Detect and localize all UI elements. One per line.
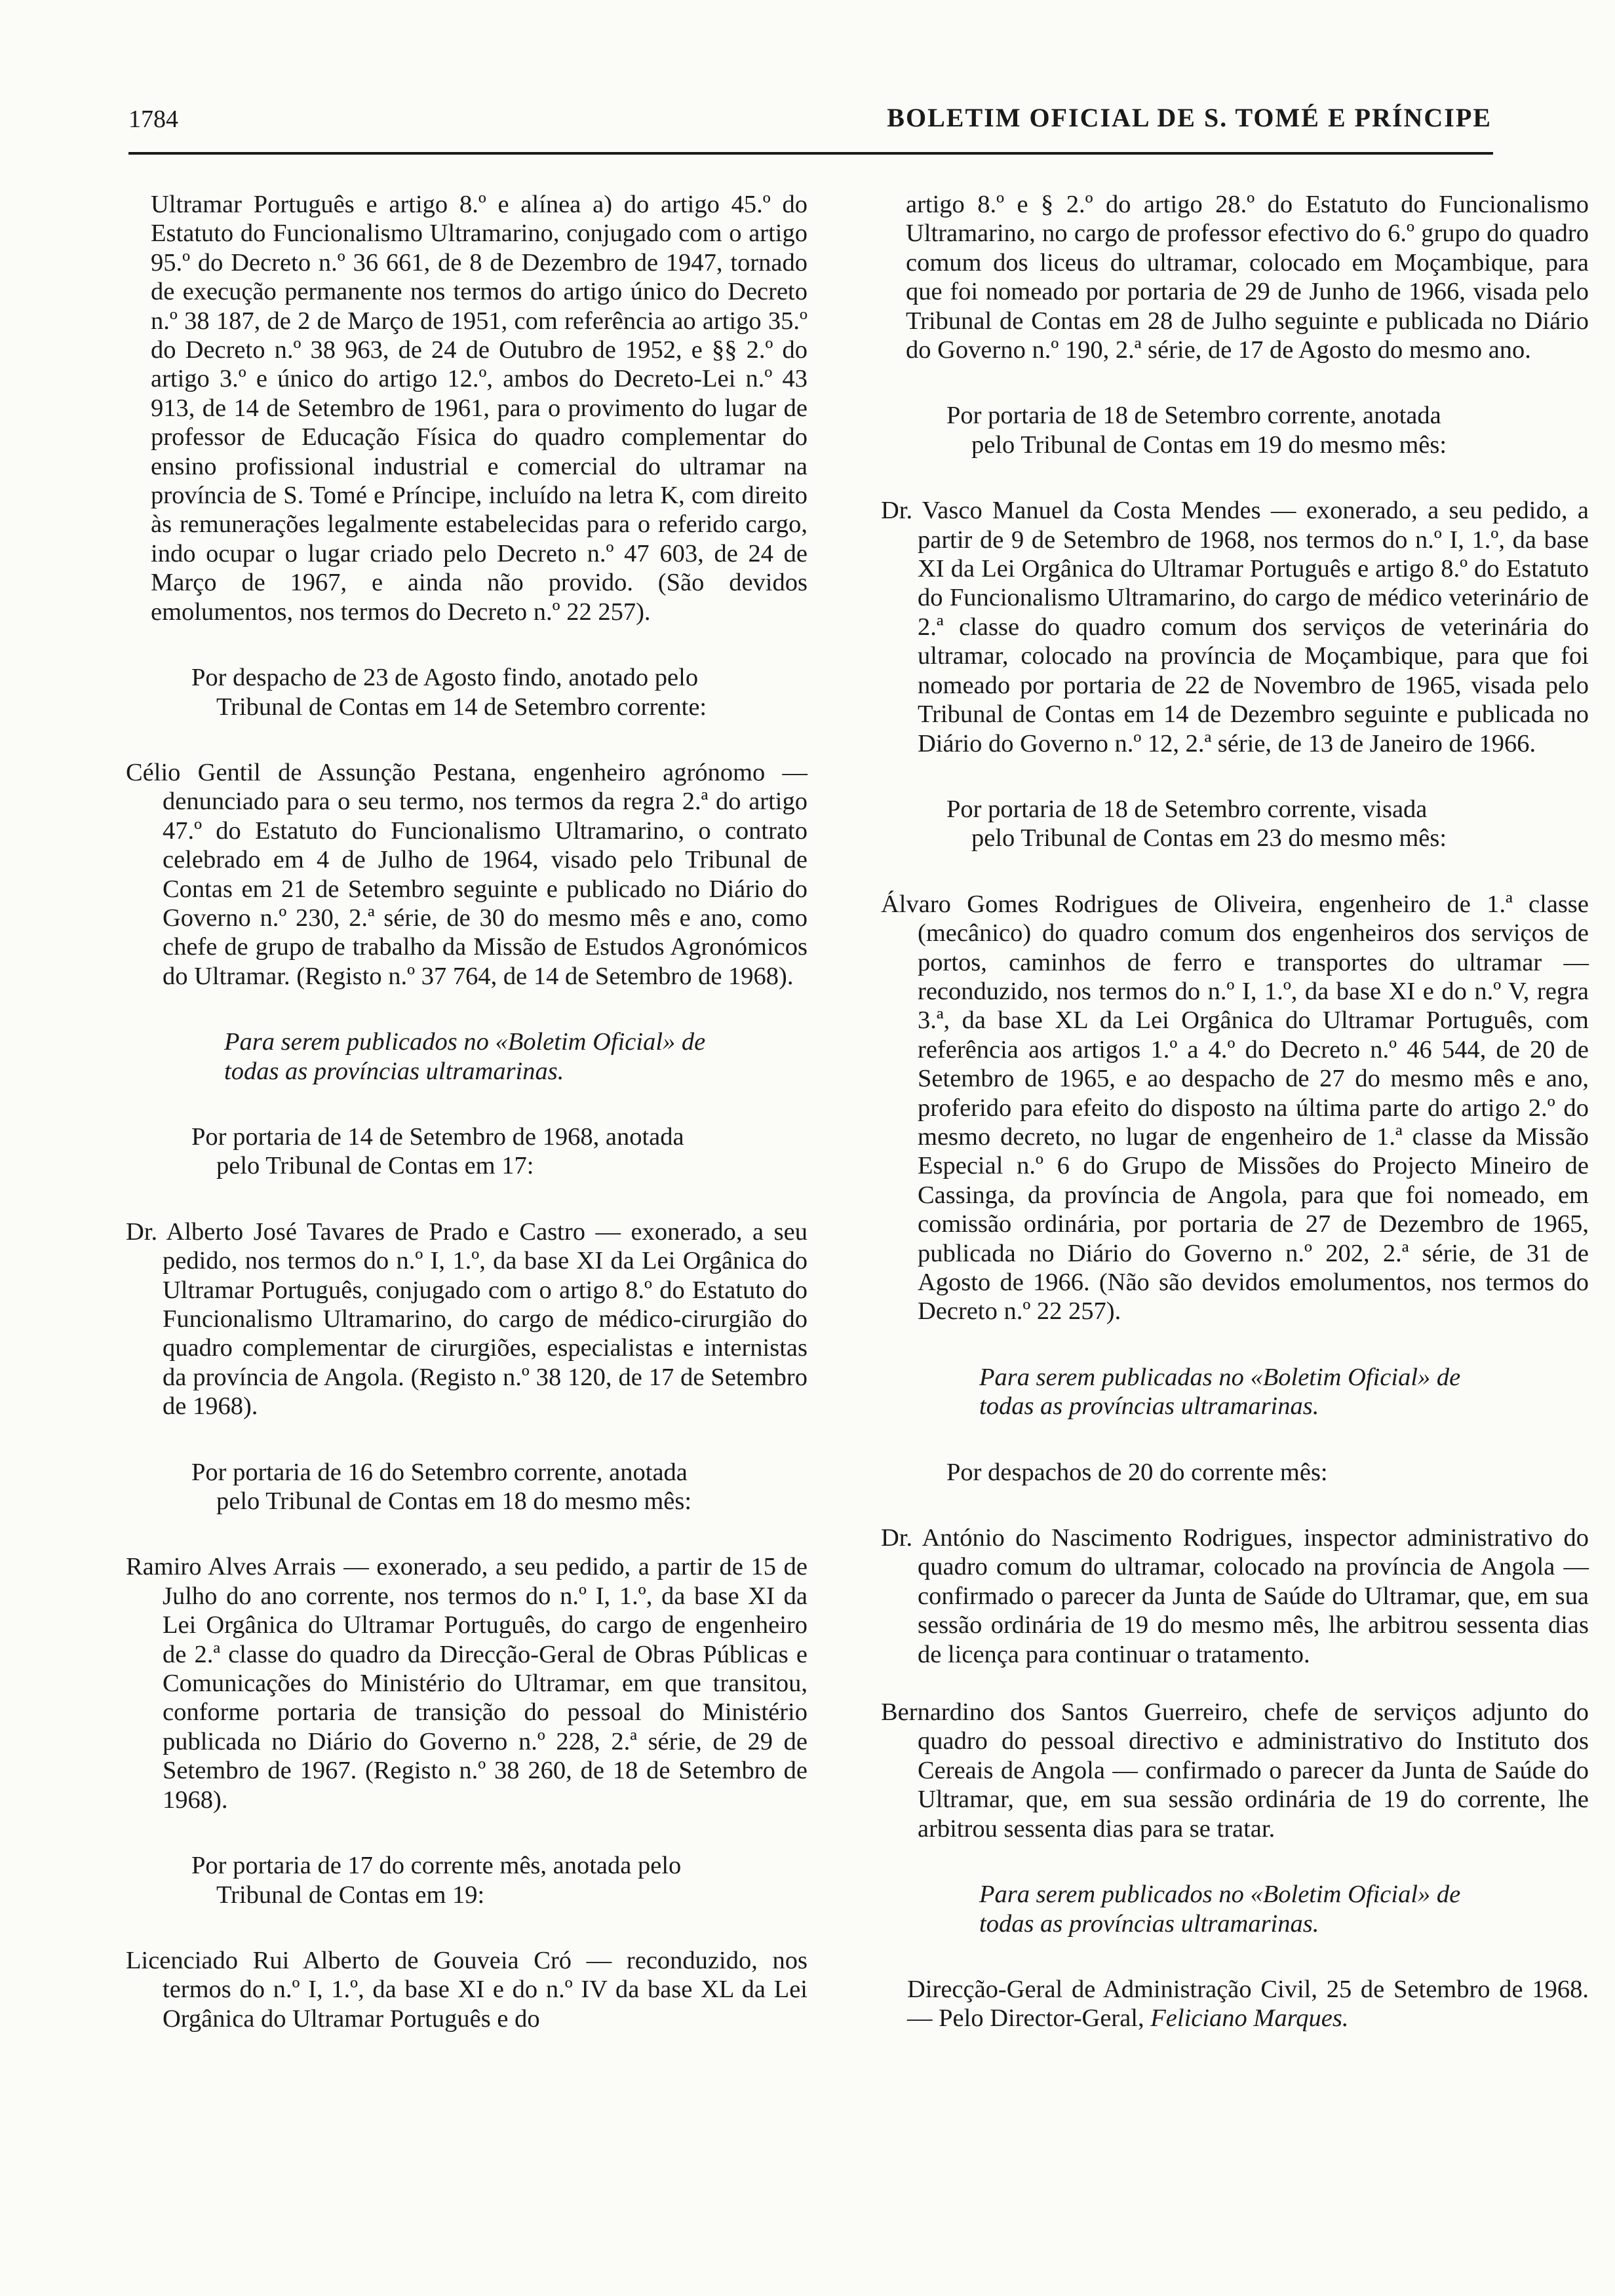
paragraph: Ultramar Português e artigo 8.º e alínea a) do artigo 45.º do Estatuto do Funcionalismo Ultramarino, conjugado com o artigo 95.º do Decreto n.º 36 661, de 8 de Dezembro de 1947, tornado de execução permanente nos termos do artigo único do Decreto n.º 38 187, de 2 de Março de 1951, com referência ao artigo 35.º do Decreto n.º 38 963, de 24 de Outubro de 1952, e §§ 2.º do artigo 3.º e único do artigo 12.º, ambos do Decreto-Lei n.º 43 913, de 14 de Setembro de 1961, para o provimento do lugar de professor de Educação Física do quadro complementar do ensino profissional industrial e comercial do ultramar na província de S. Tomé e Príncipe, incluído na letra K, com direito às remunerações legalmente estabelecidas para o referido cargo, indo ocupar o lugar criado pelo Decreto n.º 47 603, de 24 de Março de 1967, e ainda não provido. (São devidos emolumentos, nos termos do Decreto n.º 22 257).	[151, 191, 808, 626]
personnel-entry: Célio Gentil de Assunção Pestana, engenheiro agrónomo — denunciado para o seu termo, nos termos da regra 2.ª do artigo 47.º do Estatuto do Funcionalismo Ultramarino, o contrato celebrado em 4 de Julho de 1964, visado pelo Tribunal de Contas em 21 de Setembro seguinte e publicado no Diário do Governo n.º 230, 2.ª série, de 30 do mesmo mês e ano, como chefe de grupo de trabalho da Missão de Estudos Agronómicos do Ultramar. (Registo n.º 37 764, de 14 de Setembro de 1968).	[126, 758, 808, 990]
left-column	[126, 190, 808, 2033]
despacho-heading: Por portaria de 18 de Setembro corrente, anotada pelo Tribunal de Contas em 19 do mesmo mês:	[946, 402, 1447, 459]
despacho-heading: Por despachos de 20 do corrente mês:	[946, 1458, 1328, 1486]
page-number: 1784	[128, 105, 178, 133]
signatory-name: Feliciano Marques.	[1150, 2004, 1349, 2033]
personnel-entry: Dr. António do Nascimento Rodrigues, inspector administrativo do quadro comum do ultramar, colocado na província de Angola — confirmado o parecer da Junta de Saúde do Ultramar, que, em sua sessão ordinária de 19 do mesmo mês, lhe arbitrou sessenta dias de licença para continuar o tratamento.	[881, 1524, 1589, 1668]
despacho-heading: Por portaria de 16 do Setembro corrente, anotada pelo Tribunal de Contas em 18 do mesmo mês:	[191, 1458, 692, 1516]
publication-note: Para serem publicados no «Boletim Oficial» de todas as províncias ultramarinas.	[224, 1028, 706, 1085]
publication-note: Para serem publicadas no «Boletim Oficial» de todas as províncias ultramarinas.	[979, 1363, 1461, 1421]
publication-note: Para serem publicados no «Boletim Oficial» de todas as províncias ultramarinas.	[979, 1881, 1461, 1938]
personnel-entry: Dr. Alberto José Tavares de Prado e Castro — exonerado, a seu pedido, nos termos do n.º I, 1.º, da base XI da Lei Orgânica do Ultramar Português, conjugado com o artigo 8.º do Estatuto do Funcionalismo Ultramarino, do cargo de médico-cirurgião do quadro complementar de cirurgiões, especialistas e internistas da província de Angola. (Registo n.º 38 120, de 17 de Setembro de 1968).	[126, 1217, 808, 1421]
despacho-heading: Por despacho de 23 de Agosto findo, anotado pelo Tribunal de Contas em 14 de Setembro corrente:	[191, 664, 707, 721]
despacho-heading: Por portaria de 14 de Setembro de 1968, anotada pelo Tribunal de Contas em 17:	[191, 1122, 684, 1180]
personnel-entry: Licenciado Rui Alberto de Gouveia Cró — reconduzido, nos termos do n.º I, 1.º, da base XI e do n.º IV da base XL da Lei Orgânica do Ultramar Português e do	[126, 1946, 808, 2033]
despacho-heading: Por portaria de 18 de Setembro corrente, visada pelo Tribunal de Contas em 23 do mesmo mês:	[946, 795, 1447, 852]
personnel-entry: Dr. Vasco Manuel da Costa Mendes — exonerado, a seu pedido, a partir de 9 de Setembro de 1968, nos termos do n.º I, 1.º, da base XI da Lei Orgânica do Ultramar Português e artigo 8.º do Estatuto do Funcionalismo Ultramarino, do cargo de médico veterinário de 2.ª classe do quadro comum dos serviços de veterinária do ultramar, colocado na província de Moçambique, para que foi nomeado por portaria de 22 de Novembro de 1965, visada pelo Tribunal de Contas em 14 de Dezembro seguinte e publicada no Diário do Governo n.º 12, 2.ª série, de 13 de Janeiro de 1966.	[881, 497, 1589, 757]
despacho-heading: Por portaria de 17 do corrente mês, anotada pelo Tribunal de Contas em 19:	[191, 1852, 682, 1909]
signature-line	[881, 1975, 1589, 2033]
closing-text: Direcção-Geral de Administração Civil, 25 de Setembro de 1968. — Pelo Director-Geral,	[907, 1975, 1589, 2033]
personnel-entry: Ramiro Alves Arrais — exonerado, a seu pedido, a partir de 15 de Julho do ano corrente, nos termos do n.º I, 1.º, da base XI da Lei Orgânica do Ultramar Português, do cargo de engenheiro de 2.ª classe do quadro da Direcção-Geral de Obras Públicas e Comunicações do Ministério do Ultramar, em que transitou, conforme portaria de transição do pessoal do Ministério publicada no Diário do Governo n.º 228, 2.ª série, de 29 de Setembro de 1967. (Registo n.º 38 260, de 18 de Setembro de 1968).	[126, 1553, 808, 1814]
publication-title: BOLETIM OFICIAL DE S. TOMÉ E PRÍNCIPE	[887, 103, 1492, 132]
paragraph: artigo 8.º e § 2.º do artigo 28.º do Estatuto do Funcionalismo Ultramarino, no cargo de professor efectivo do 6.º grupo do quadro comum dos liceus do ultramar, colocado em Moçambique, para que foi nomeado por portaria de 29 de Junho de 1966, visada pelo Tribunal de Contas em 28 de Julho seguinte e publicada no Diário do Governo n.º 190, 2.ª série, de 17 de Agosto do mesmo ano.	[906, 191, 1589, 364]
right-column	[881, 190, 1589, 2033]
header-rule	[128, 152, 1493, 155]
personnel-entry: Álvaro Gomes Rodrigues de Oliveira, engenheiro de 1.ª classe (mecânico) do quadro comum dos engenheiros dos serviços de portos, caminhos de ferro e transportes do ultramar — reconduzido, nos termos do n.º I, 1.º, da base XI e do n.º V, regra 3.ª, da base XL da Lei Orgânica do Ultramar Português, com referência aos artigos 1.º a 4.º do Decreto n.º 46 544, de 20 de Setembro de 1965, e ao despacho de 27 do mesmo mês e ano, proferido para efeito do disposto na última parte do artigo 2.º do mesmo decreto, no lugar de engenheiro de 1.ª classe da Missão Especial n.º 6 do Grupo de Missões do Projecto Mineiro de Cassinga, da província de Angola, para que foi nomeado, em comissão ordinária, por portaria de 27 de Dezembro de 1965, publicada no Diário do Governo n.º 202, 2.ª série, de 31 de Agosto de 1966. (Não são devidos emolumentos, nos termos do Decreto n.º 22 257).	[881, 890, 1589, 1326]
page-header	[128, 98, 1492, 145]
personnel-entry: Bernardino dos Santos Guerreiro, chefe de serviços adjunto do quadro do pessoal directivo e administrativo do Instituto dos Cereais de Angola — confirmado o parecer da Junta de Saúde do Ultramar, que, em sua sessão ordinária de 19 do corrente, lhe arbitrou sessenta dias para se tratar.	[881, 1698, 1589, 1843]
